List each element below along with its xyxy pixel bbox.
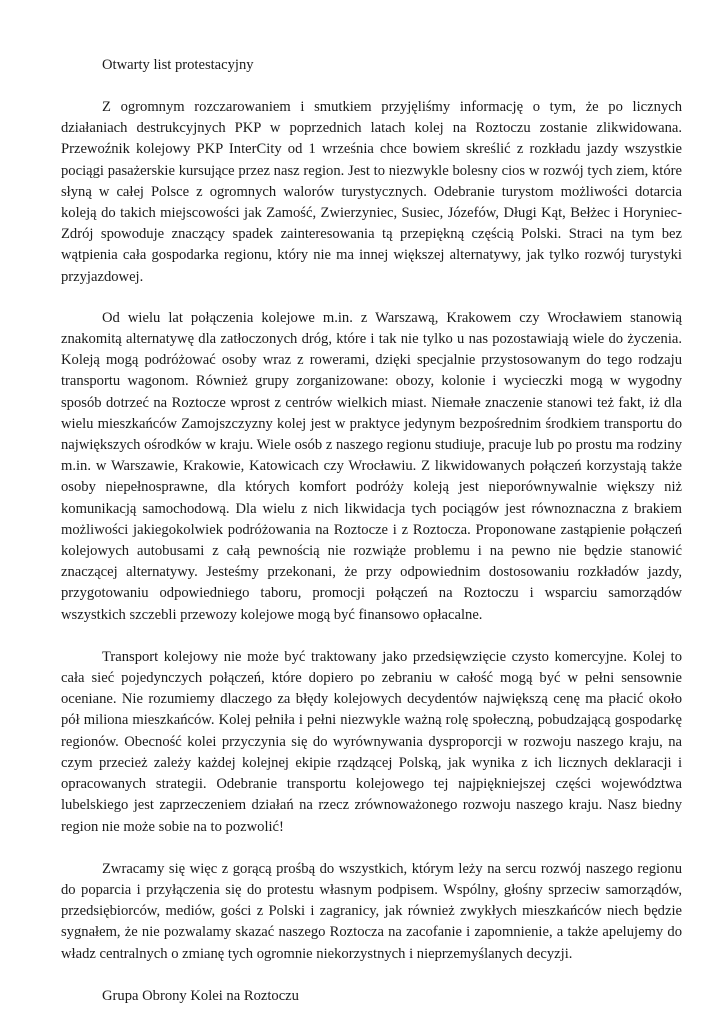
paragraph-intro: Z ogromnym rozczarowaniem i smutkiem przyjęliśmy informację o tym, że po licznych działaniach destrukcyjnych PKP w poprzednich latach kolej na Roztoczu zostanie zlikwidowana. Przewoźnik kolejowy PKP InterCity od 1 września chce bowiem skreślić z rozkładu jazdy wszystkie pociągi pasażerskie kursujące przez nasz region. Jest to niezwykle bolesny cios w rozwój tych ziem, które słyną w całej Polsce z ogromnych walorów turystycznych. Odebranie turystom możliwości dotarcia koleją do takich miejscowości jak Zamość, Zwierzyniec, Susiec, Józefów, Długi Kąt, Bełżec i Horyniec-Zdrój spowoduje znaczący spadek zainteresowania tą przepiękną częścią Polski. Straci na tym bez wątpienia cała gospodarka regionu, który nie ma innej większej alternatywy, jak tylko rozwój turystyki przyjazdowej.	[61, 99, 682, 285]
paragraph-transport: Transport kolejowy nie może być traktowany jako przedsięwzięcie czysto komercyjne. Kolej to cała sieć pojedynczych połączeń, które dopiero po zebraniu w całość mogą być w pełni sensownie oceniane. Nie rozumiemy dlaczego za błędy kolejowych decydentów największą cenę ma płacić około pół miliona mieszkańców. Kolej pełniła i pełni niezwykle ważną rolę społeczną, pobudzającą gospodarkę regionów. Obecność kolei przyczynia się do wyrównywania dysproporcji w rozwoju naszego kraju, na czym przecież zależy każdej kolejnej ekipie rządzącej Polską, jak wynika z ich licznych deklaracji i opracowanych strategii. Odebranie transportu kolejowego tej najpiękniejszej części województwa lubelskiego jest zaprzeczeniem działań na rzecz zrównoważonego rozwoju naszego kraju. Nasz biedny region nie może sobie na to pozwolić!	[61, 648, 682, 835]
document-page	[61, 55, 682, 1007]
signature: Grupa Obrony Kolei na Roztoczu	[102, 987, 299, 1004]
paragraph-connections: Od wielu lat połączenia kolejowe m.in. z Warszawą, Krakowem czy Wrocławiem stanowią znakomitą alternatywę dla zatłoczonych dróg, które i tak nie tylko u nas pozostawiają wiele do życzenia. Koleją mogą podróżować osoby wraz z rowerami, dzięki specjalnie przystosowanym do tego rodzaju transportu wagonom. Również grupy zorganizowane: obozy, kolonie i wycieczki mogą w wygodny sposób dotrzeć na Roztocze wprost z centrów wielkich miast. Niemałe znaczenie stanowi też fakt, iż dla wielu mieszkańców Zamojszczyzny kolej jest w praktyce jedynym bezpośrednim środkiem transportu do największych ośrodków w kraju. Wiele osób z naszego regionu studiuje, pracuje lub po prostu ma rodziny m.in. w Warszawie, Krakowie, Katowicach czy Wrocławiu. Z likwidowanych połączeń korzystają także osoby niepełnosprawne, dla których komfort podróży koleją jest nieporównywalnie większy niż komunikacją samochodową. Dla wielu z nich likwidacja tych pociągów jest równoznaczna z brakiem możliwości jakiegokolwiek podróżowania na Roztocze i z Roztocza. Proponowane zastąpienie połączeń kolejowych autobusami z całą pewnością nie rozwiąże problemu i na pewno nie będzie stanowić znaczącej alternatywy. Jesteśmy przekonani, że przy odpowiednim dostosowaniu rozkładów jazdy, przygotowaniu odpowiedniego taboru, promocji połączeń na Roztoczu i wsparciu samorządów wszystkich szczebli przewozy kolejowe mogą być finansowo opłacalne.	[61, 309, 682, 623]
paragraph-appeal: Zwracamy się więc z gorącą prośbą do wszystkich, którym leży na sercu rozwój naszego regionu do poparcia i przyłączenia się do protestu własnym podpisem. Wspólny, głośny sprzeciw samorządów, przedsiębiorców, mediów, gości z Polski i zagranicy, jak również zwykłych mieszkańców niech będzie sygnałem, że nie pozwalamy skazać naszego Roztocza na zacofanie i zapomnienie, a także apelujemy do władz centralnych o zmianę tych ogromnie niekorzystnych i nieprzemyślanych decyzji.	[61, 860, 682, 962]
document-title: Otwarty list protestacyjny	[102, 57, 254, 73]
